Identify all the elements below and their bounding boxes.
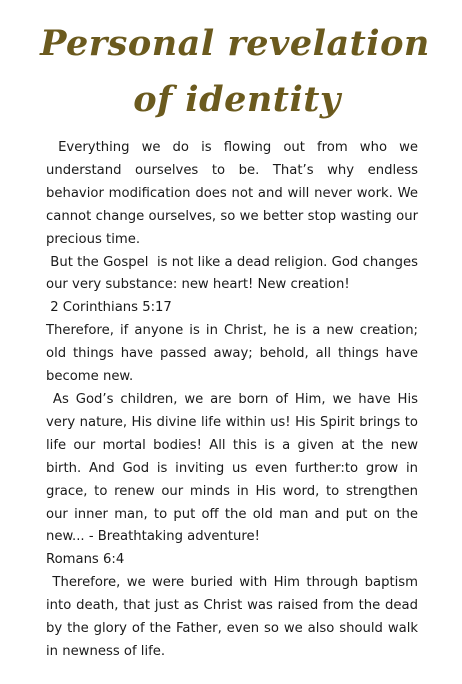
page-title-line-2: of identity [133, 79, 341, 120]
paragraph-gospel: But the Gospel is not like a dead religion. God changes our very substance: new heart! New creation! [46, 254, 423, 293]
paragraph-intro: Everything we do is flowing out from who we understand ourselves to be. That’s why endless behavior modification does not and will never work. We cannot change ourselves, so we better stop wasting our precious time. [46, 140, 423, 247]
paragraph-baptism: Therefore, we were buried with Him through baptism into death, that just as Christ was raised from the dead by the glory of the Father, even so we also should walk in newness of life. [46, 575, 423, 659]
paragraph-gods-children: As God’s children, we are born of Him, we have His very nature, His divine life within us! His Spirit brings to life our mortal bodies! All this is a given at the new birth. And God is inviting us even further:to grow in grace, to renew our minds in His word, to strengthen our inner man, to put off the old man and put on the new... - Breathtaking adventure! [46, 391, 423, 545]
scripture-reference-corinthians: 2 Corinthians 5:17 [46, 300, 172, 316]
body-text [46, 137, 423, 664]
page-title-line-1: Personal revelation [40, 23, 430, 64]
paragraph-new-creation: Therefore, if anyone is in Christ, he is a new creation; old things have passed away; behold, all things have become new. [46, 323, 423, 385]
scripture-reference-romans: Romans 6:4 [46, 552, 125, 568]
